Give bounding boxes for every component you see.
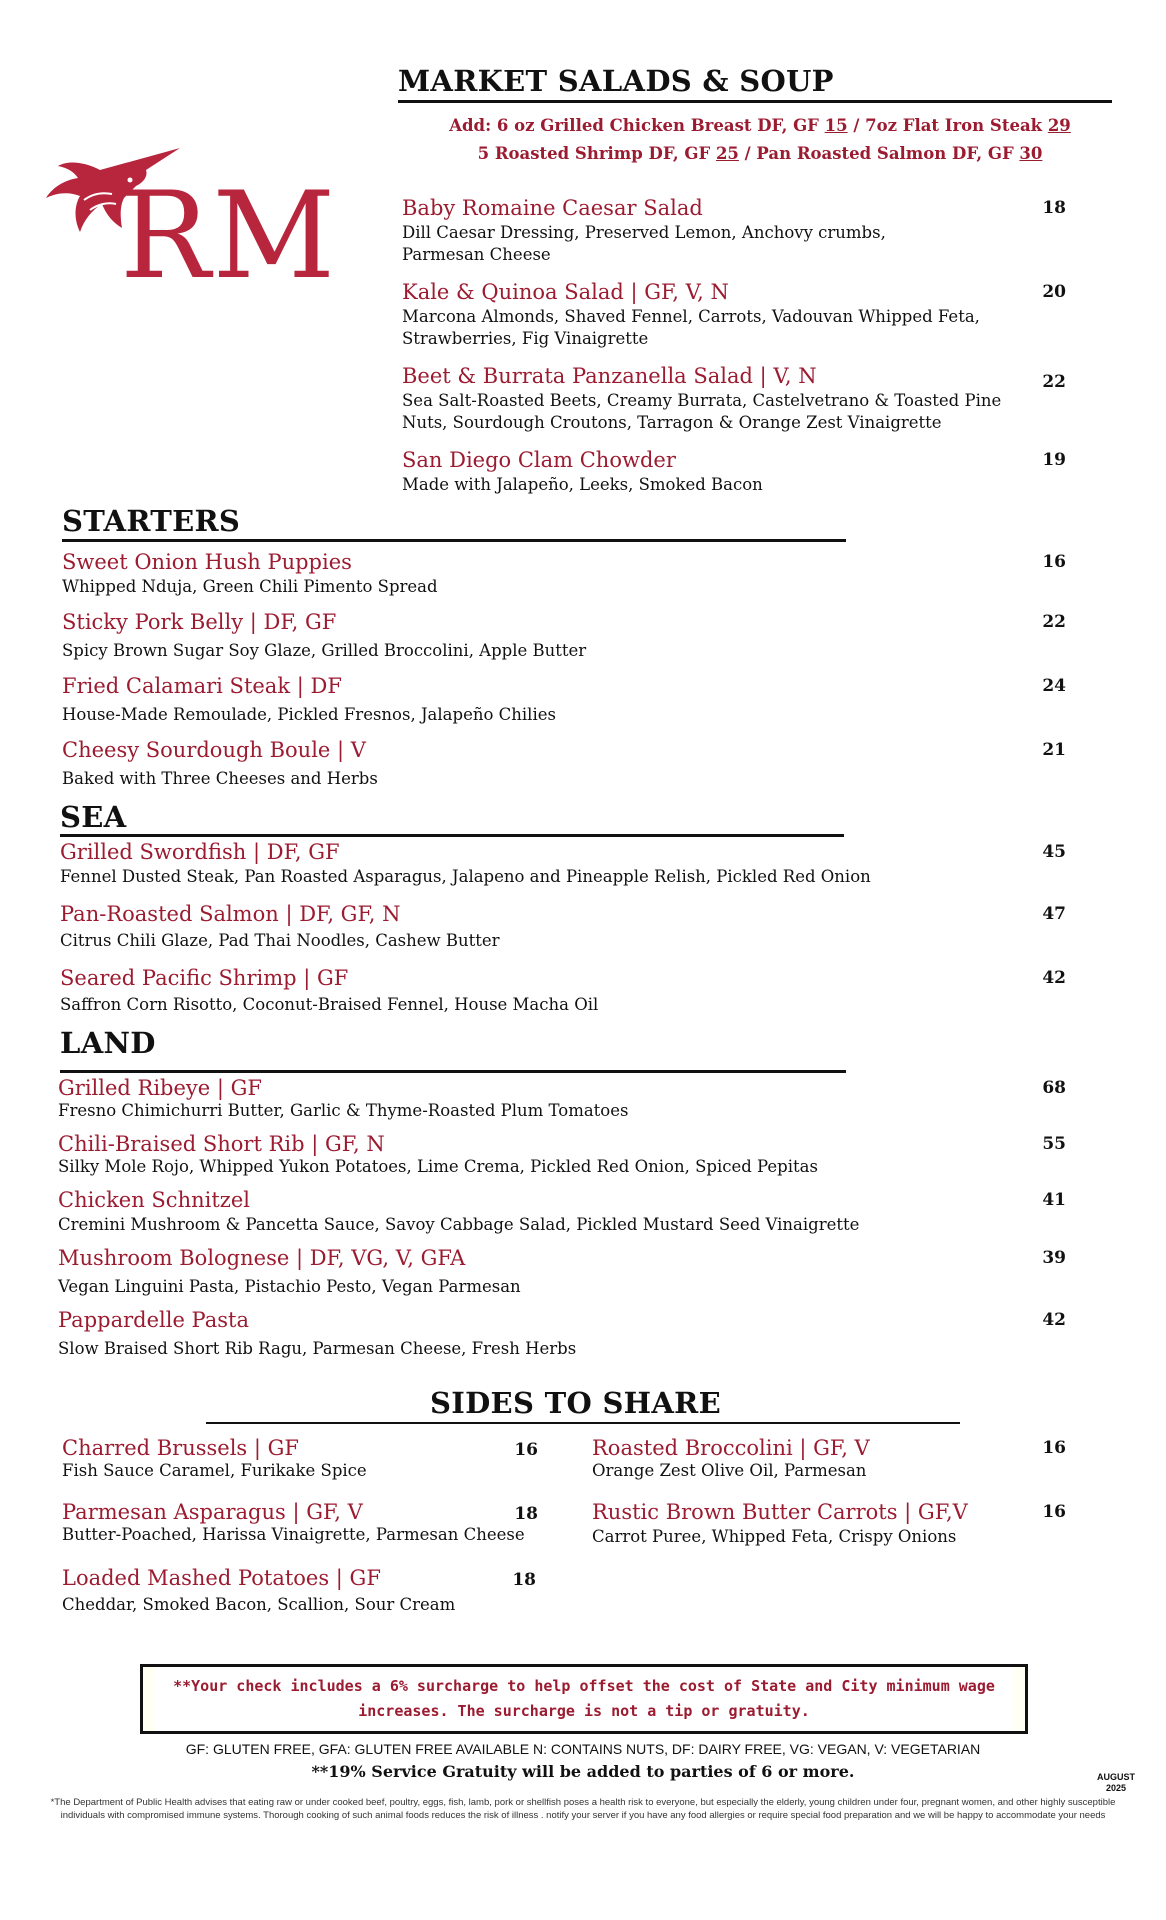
starter-item-price: 16 bbox=[1042, 552, 1066, 572]
land-item-name: Chili-Braised Short Rib | GF, N bbox=[58, 1132, 385, 1156]
salad-item-desc: Parmesan Cheese bbox=[402, 245, 551, 264]
menu-date-month: AUGUST bbox=[1097, 1772, 1135, 1782]
disclaimer-line-1: *The Department of Public Health advises that eating raw or under cooked beef, poultry, eggs, fish, lamb, pork or shellfish poses a health risk to everyone, but especially the elderly, young children under four, pregnant women, and other highly susceptible bbox=[50, 1797, 1116, 1808]
surcharge-line-1: **Your check includes a 6% surcharge to help offset the cost of State and City minimum wage bbox=[173, 1677, 995, 1695]
starter-item-price: 22 bbox=[1042, 612, 1066, 632]
side-item-price: 18 bbox=[512, 1570, 536, 1590]
addon-shrimp-price: 25 bbox=[715, 144, 739, 163]
land-item-price: 41 bbox=[1042, 1190, 1066, 1210]
salad-item-name: Baby Romaine Caesar Salad bbox=[402, 196, 703, 220]
salad-item-price: 20 bbox=[1042, 282, 1066, 302]
addon-chicken-text: Add: 6 oz Grilled Chicken Breast DF, GF bbox=[449, 116, 825, 135]
menu-date-year: 2025 bbox=[1105, 1783, 1127, 1793]
land-item-desc: Slow Braised Short Rib Ragu, Parmesan Cheese, Fresh Herbs bbox=[58, 1339, 577, 1358]
addon-steak-text: / 7oz Flat Iron Steak bbox=[847, 116, 1048, 135]
starter-item-name: Cheesy Sourdough Boule | V bbox=[62, 738, 366, 762]
addon-salmon-text: / Pan Roasted Salmon DF, GF bbox=[738, 144, 1020, 163]
salad-item-name: San Diego Clam Chowder bbox=[402, 448, 676, 472]
sides-title-rule bbox=[206, 1422, 960, 1424]
side-item-price: 16 bbox=[1042, 1502, 1066, 1522]
sea-item-desc: Saffron Corn Risotto, Coconut-Braised Fennel, House Macha Oil bbox=[60, 995, 599, 1014]
sea-item-desc: Citrus Chili Glaze, Pad Thai Noodles, Cashew Butter bbox=[60, 931, 500, 950]
menu-date bbox=[1086, 1772, 1146, 1794]
land-item-name: Grilled Ribeye | GF bbox=[58, 1076, 262, 1100]
starter-item-name: Sweet Onion Hush Puppies bbox=[62, 550, 352, 574]
salads-section-title: MARKET SALADS & SOUP bbox=[398, 64, 834, 98]
side-item-price: 16 bbox=[1042, 1438, 1066, 1458]
starter-item-price: 21 bbox=[1042, 740, 1066, 760]
dietary-legend: GF: GLUTEN FREE, GFA: GLUTEN FREE AVAILABLE N: CONTAINS NUTS, DF: DAIRY FREE, VG: VEGAN, V: VEGETARIAN bbox=[185, 1741, 981, 1757]
side-item-desc: Cheddar, Smoked Bacon, Scallion, Sour Cream bbox=[62, 1595, 456, 1614]
salad-item-desc: Nuts, Sourdough Croutons, Tarragon & Orange Zest Vinaigrette bbox=[402, 413, 942, 432]
starters-section-title: STARTERS bbox=[62, 504, 241, 538]
sea-item-name: Grilled Swordfish | DF, GF bbox=[60, 840, 340, 864]
salad-item-price: 19 bbox=[1042, 450, 1066, 470]
salad-item-desc: Marcona Almonds, Shaved Fennel, Carrots, Vadouvan Whipped Feta, bbox=[402, 307, 980, 326]
sea-title-rule bbox=[60, 834, 844, 837]
side-item-price: 18 bbox=[514, 1504, 538, 1524]
salad-item-desc: Made with Jalapeño, Leeks, Smoked Bacon bbox=[402, 475, 763, 494]
sea-item-name: Seared Pacific Shrimp | GF bbox=[60, 966, 349, 990]
land-item-name: Chicken Schnitzel bbox=[58, 1188, 250, 1212]
sea-item-price: 45 bbox=[1042, 842, 1066, 862]
sides-section-title: SIDES TO SHARE bbox=[430, 1386, 721, 1420]
land-item-name: Mushroom Bolognese | DF, VG, V, GFA bbox=[58, 1246, 466, 1270]
starters-title-rule bbox=[62, 539, 846, 542]
land-item-desc: Cremini Mushroom & Pancetta Sauce, Savoy Cabbage Salad, Pickled Mustard Seed Vinaigrette bbox=[58, 1215, 860, 1234]
land-item-desc: Vegan Linguini Pasta, Pistachio Pesto, Vegan Parmesan bbox=[58, 1277, 521, 1296]
starter-item-price: 24 bbox=[1042, 676, 1066, 696]
side-item-desc: Orange Zest Olive Oil, Parmesan bbox=[592, 1461, 867, 1480]
side-item-desc: Butter-Poached, Harissa Vinaigrette, Parmesan Cheese bbox=[62, 1525, 525, 1544]
addon-steak-price: 29 bbox=[1047, 116, 1071, 135]
side-item-price: 16 bbox=[514, 1440, 538, 1460]
side-item-name: Rustic Brown Butter Carrots | GF,V bbox=[592, 1500, 968, 1524]
salad-item-price: 22 bbox=[1042, 372, 1066, 392]
side-item-desc: Fish Sauce Caramel, Furikake Spice bbox=[62, 1461, 367, 1480]
salad-item-desc: Sea Salt-Roasted Beets, Creamy Burrata, Castelvetrano & Toasted Pine bbox=[402, 391, 1002, 410]
salads-title-rule bbox=[398, 100, 1112, 103]
salad-item-name: Kale & Quinoa Salad | GF, V, N bbox=[402, 280, 729, 304]
side-item-name: Charred Brussels | GF bbox=[62, 1436, 299, 1460]
land-item-price: 42 bbox=[1042, 1310, 1066, 1330]
gratuity-note: **19% Service Gratuity will be added to parties of 6 or more. bbox=[311, 1762, 855, 1781]
land-title-rule bbox=[60, 1070, 846, 1073]
starter-item-desc: Spicy Brown Sugar Soy Glaze, Grilled Broccolini, Apple Butter bbox=[62, 641, 587, 660]
addon-salmon-price: 30 bbox=[1019, 144, 1043, 163]
health-disclaimer bbox=[8, 1796, 1158, 1822]
side-item-name: Roasted Broccolini | GF, V bbox=[592, 1436, 870, 1460]
starter-item-desc: Baked with Three Cheeses and Herbs bbox=[62, 769, 378, 788]
restaurant-logo bbox=[40, 140, 360, 310]
salad-item-name: Beet & Burrata Panzanella Salad | V, N bbox=[402, 364, 817, 388]
surcharge-line-2: increases. The surcharge is not a tip or gratuity. bbox=[358, 1702, 810, 1720]
addon-shrimp-text: 5 Roasted Shrimp DF, GF bbox=[477, 144, 716, 163]
sea-item-price: 47 bbox=[1042, 904, 1066, 924]
surcharge-notice-text bbox=[173, 1674, 995, 1724]
starter-item-desc: House-Made Remoulade, Pickled Fresnos, Jalapeño Chilies bbox=[62, 705, 556, 724]
side-item-desc: Carrot Puree, Whipped Feta, Crispy Onions bbox=[592, 1527, 957, 1546]
side-item-name: Loaded Mashed Potatoes | GF bbox=[62, 1566, 381, 1590]
land-item-price: 39 bbox=[1042, 1248, 1066, 1268]
land-item-desc: Fresno Chimichurri Butter, Garlic & Thyme-Roasted Plum Tomatoes bbox=[58, 1101, 629, 1120]
logo-letters: RM bbox=[120, 167, 338, 306]
land-item-price: 55 bbox=[1042, 1134, 1066, 1154]
starter-item-desc: Whipped Nduja, Green Chili Pimento Spread bbox=[62, 577, 438, 596]
sea-item-name: Pan-Roasted Salmon | DF, GF, N bbox=[60, 902, 401, 926]
salad-item-price: 18 bbox=[1042, 198, 1066, 218]
starter-item-name: Fried Calamari Steak | DF bbox=[62, 674, 342, 698]
addon-line-1 bbox=[440, 116, 1080, 135]
sea-item-desc: Fennel Dusted Steak, Pan Roasted Asparagus, Jalapeno and Pineapple Relish, Pickled Red Onion bbox=[60, 867, 871, 886]
addon-line-2 bbox=[440, 144, 1080, 163]
side-item-name: Parmesan Asparagus | GF, V bbox=[62, 1500, 363, 1524]
disclaimer-line-2: individuals with compromised immune systems. Thorough cooking of such animal foods reduces the risk of illness . notify your server if you have any food allergies or require special food preparation and we will be happy to accommodate your needs bbox=[60, 1810, 1106, 1821]
land-item-price: 68 bbox=[1042, 1078, 1066, 1098]
sea-item-price: 42 bbox=[1042, 968, 1066, 988]
salad-item-desc: Dill Caesar Dressing, Preserved Lemon, Anchovy crumbs, bbox=[402, 223, 886, 242]
land-item-desc: Silky Mole Rojo, Whipped Yukon Potatoes, Lime Crema, Pickled Red Onion, Spiced Pepitas bbox=[58, 1157, 818, 1176]
starter-item-name: Sticky Pork Belly | DF, GF bbox=[62, 610, 337, 634]
land-section-title: LAND bbox=[60, 1026, 156, 1060]
sea-section-title: SEA bbox=[60, 800, 127, 834]
salad-item-desc: Strawberries, Fig Vinaigrette bbox=[402, 329, 649, 348]
land-item-name: Pappardelle Pasta bbox=[58, 1308, 249, 1332]
surcharge-notice-inner bbox=[155, 1667, 1013, 1731]
addon-chicken-price: 15 bbox=[824, 116, 848, 135]
surcharge-notice-box bbox=[140, 1664, 1028, 1734]
